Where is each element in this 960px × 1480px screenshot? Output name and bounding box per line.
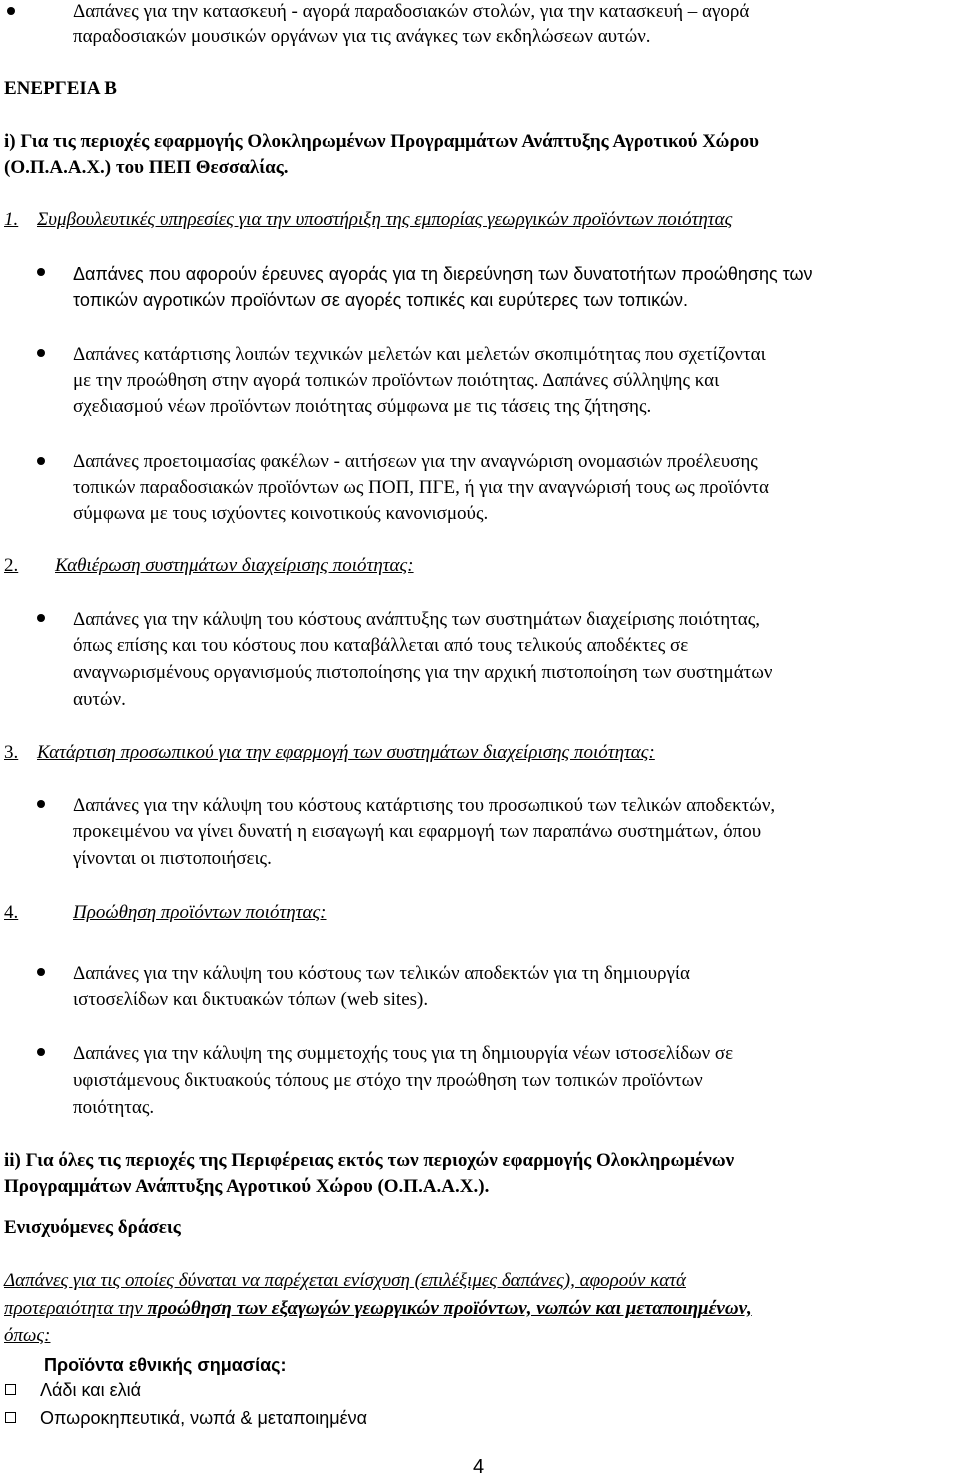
section-ii-line-2: Προγραμμάτων Ανάπτυξης Αγροτικού Χώρου (Ο.Π.Α.Α.Χ.). <box>4 1176 490 1197</box>
eligible-line-3: όπως: <box>4 1325 51 1346</box>
heading-3-text: Κατάρτιση προσωπικού για την εφαρμογή των συστημάτων διαχείρισης ποιότητας: <box>37 742 655 763</box>
heading-3-number: 3. <box>4 742 19 763</box>
list4-item2-line3: ποιότητας. <box>73 1097 155 1118</box>
bullet-icon <box>7 7 15 15</box>
intro-line-2: παραδοσιακών μουσικών οργάνων για τις ανάγκες των εκδηλώσεων αυτών. <box>73 26 651 47</box>
heading-2-text: Καθιέρωση συστημάτων διαχείρισης ποιότητας: <box>55 555 414 576</box>
section-ii-line-1: ii) Για όλες τις περιοχές της Περιφέρειας εκτός των περιοχών εφαρμογής Ολοκληρωμένων <box>4 1150 735 1171</box>
heading-2-number: 2. <box>4 555 19 576</box>
enisxyomenes-heading: Ενισχυόμενες δράσεις <box>4 1217 181 1238</box>
bullet-icon <box>37 268 45 276</box>
list1-item1-line2: τοπικών αγροτικών προϊόντων σε αγορές τοπικές και ευρύτερες των τοπικών. <box>73 290 689 310</box>
section-i-line-2: (Ο.Π.Α.Α.Χ.) του ΠΕΠ Θεσσαλίας. <box>4 157 289 178</box>
heading-1-number: 1. <box>4 209 19 230</box>
bullet-icon <box>37 614 45 622</box>
eligible-line-1: Δαπάνες για τις οποίες δύναται να παρέχεται ενίσχυση (επιλέξιμες δαπάνες), αφορούν κατά <box>4 1270 686 1291</box>
national-item-2: Οπωροκηπευτικά, νωπά & μεταποιημένα <box>40 1408 368 1428</box>
checkbox-square-icon <box>5 1384 16 1395</box>
section-i-line-1: i) Για τις περιοχές εφαρμογής Ολοκληρωμένων Προγραμμάτων Ανάπτυξης Αγροτικού Χώρου <box>4 131 759 152</box>
page-number: 4 <box>473 1456 485 1478</box>
eligible-line-2-plain: προτεραιότητα την <box>4 1298 148 1319</box>
list1-item3-line3: σύμφωνα με τους ισχύοντες κοινοτικούς κανονισμούς. <box>73 503 489 524</box>
national-item-1: Λάδι και ελιά <box>40 1380 142 1400</box>
intro-line-1: Δαπάνες για την κατασκευή - αγορά παραδοσιακών στολών, για την κατασκευή – αγορά <box>73 1 750 22</box>
list4-item2-line1: Δαπάνες για την κάλυψη της συμμετοχής τους για τη δημιουργία νέων ιστοσελίδων σε <box>73 1043 734 1064</box>
list3-item1-line2: προκειμένου να γίνει δυνατή η εισαγωγή και εφαρμογή των παραπάνω συστημάτων, όπου <box>73 821 762 842</box>
heading-4-number: 4. <box>4 902 19 923</box>
bullet-icon <box>37 968 45 976</box>
heading-1-text: Συμβουλευτικές υπηρεσίες για την υποστήριξη της εμπορίας γεωργικών προϊόντων ποιότητας <box>37 209 733 230</box>
bullet-icon <box>37 349 45 357</box>
list4-item1-line1: Δαπάνες για την κάλυψη του κόστους των τελικών αποδεκτών για τη δημιουργία <box>73 963 690 984</box>
heading-4-text: Προώθηση προϊόντων ποιότητας: <box>73 902 327 923</box>
list2-item1-line4: αυτών. <box>73 689 126 710</box>
energeia-heading: ΕΝΕΡΓΕΙΑ Β <box>4 78 117 99</box>
eligible-line-2 <box>4 1296 752 1322</box>
eligible-line-2-bold: προώθηση των εξαγωγών γεωργικών προϊόντων, νωπών και μεταποιημένων, <box>147 1298 752 1319</box>
list1-item3-line2: τοπικών παραδοσιακών προϊόντων ως ΠΟΠ, ΠΓΕ, ή για την αναγνώρισή τους ως προϊόντα <box>73 477 769 498</box>
list1-item2-line2: με την προώθηση στην αγορά τοπικών προϊόντων ποιότητας. Δαπάνες σύλληψης και <box>73 370 720 391</box>
list2-item1-line3: αναγνωρισμένους οργανισμούς πιστοποίησης για την αρχική πιστοποίηση των συστημάτων <box>73 662 773 683</box>
bullet-icon <box>37 457 45 465</box>
list1-item2-line1: Δαπάνες κατάρτισης λοιπών τεχνικών μελετών και μελετών σκοπιμότητας που σχετίζονται <box>73 344 766 365</box>
national-products-title: Προϊόντα εθνικής σημασίας: <box>44 1355 287 1375</box>
list3-item1-line3: γίνονται οι πιστοποιήσεις. <box>73 848 272 869</box>
list3-item1-line1: Δαπάνες για την κάλυψη του κόστους κατάρτισης του προσωπικού των τελικών αποδεκτών, <box>73 795 776 816</box>
list2-item1-line2: όπως επίσης και του κόστους που καταβάλλεται από τους τελικούς αποδέκτες σε <box>73 635 689 656</box>
list4-item2-line2: υφιστάμενους δικτυακούς τόπους με στόχο την προώθηση των τοπικών προϊόντων <box>73 1070 703 1091</box>
bullet-icon <box>37 800 45 808</box>
list4-item1-line2: ιστοσελίδων και δικτυακών τόπων (web sites). <box>73 989 429 1010</box>
list2-item1-line1: Δαπάνες για την κάλυψη του κόστους ανάπτυξης των συστημάτων διαχείρισης ποιότητας, <box>73 609 761 630</box>
list1-item1-line1: Δαπάνες που αφορούν έρευνες αγοράς για τη διερεύνηση των δυνατοτήτων προώθησης των <box>73 264 813 284</box>
checkbox-square-icon <box>5 1412 16 1423</box>
bullet-icon <box>37 1048 45 1056</box>
list1-item3-line1: Δαπάνες προετοιμασίας φακέλων - αιτήσεων για την αναγνώριση ονομασιών προέλευσης <box>73 451 758 472</box>
list1-item2-line3: σχεδιασμού νέων προϊόντων ποιότητας σύμφωνα με τις τάσεις της ζήτησης. <box>73 396 652 417</box>
